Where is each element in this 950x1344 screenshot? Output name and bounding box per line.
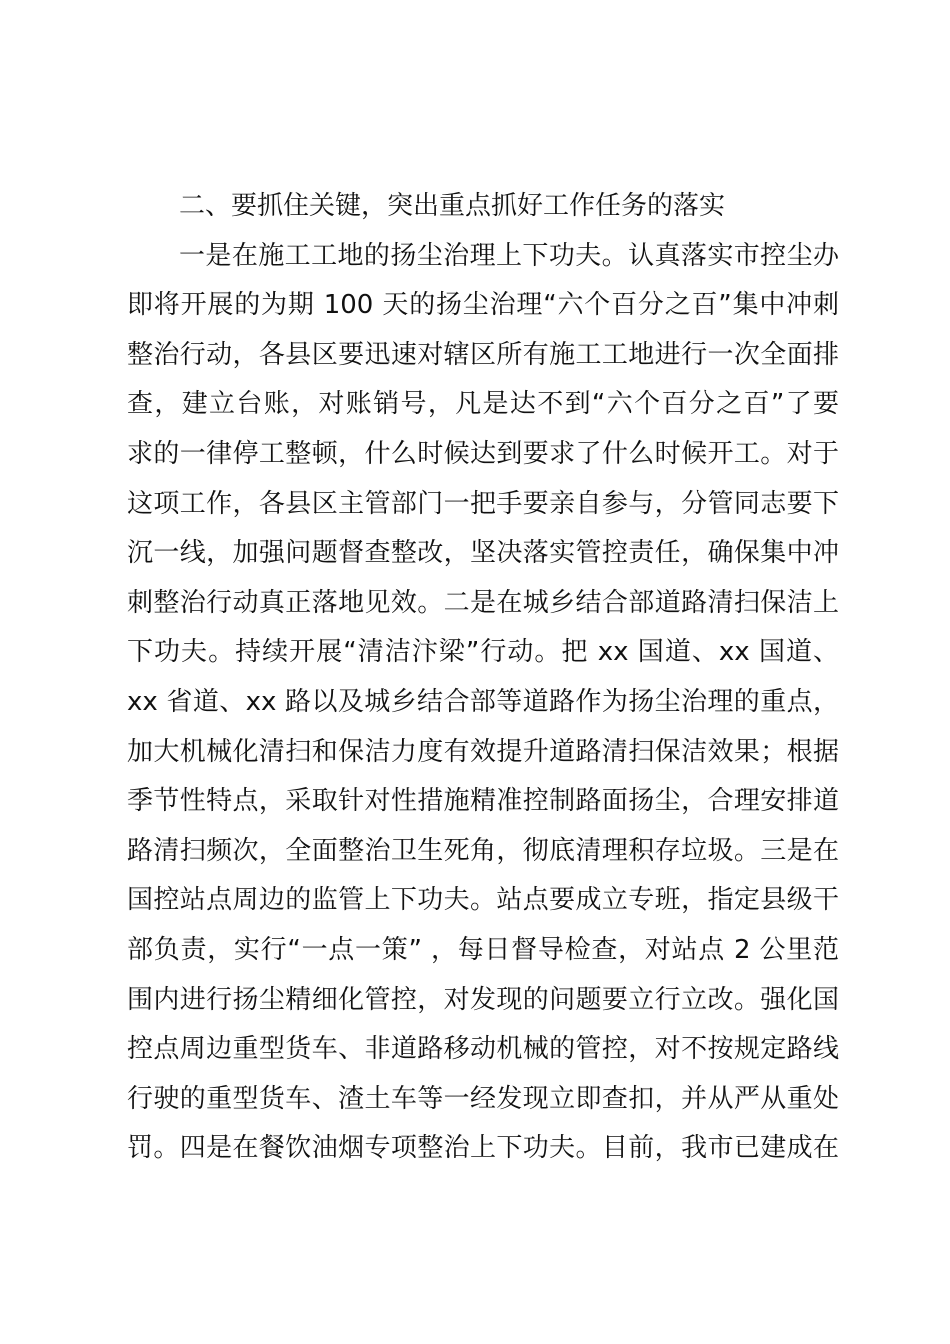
paragraph-line: 求的一律停工整顿，什么时候达到要求了什么时候开工。对于 xyxy=(127,438,839,469)
paragraph-line: 季节性特点，采取针对性措施精准控制路面扬尘，合理安排道 xyxy=(127,786,839,817)
paragraph-line: 罚。四是在餐饮油烟专项整治上下功夫。目前，我市已建成在 xyxy=(127,1133,839,1164)
paragraph-line: 国控站点周边的监管上下功夫。站点要成立专班，指定县级干 xyxy=(127,885,839,916)
paragraph-line: 刺整治行动真正落地见效。二是在城乡结合部道路清扫保洁上 xyxy=(127,587,839,618)
paragraph-line: 沉一线，加强问题督查整改，坚决落实管控责任，确保集中冲 xyxy=(127,538,839,569)
paragraph-line: 加大机械化清扫和保洁力度有效提升道路清扫保洁效果；根据 xyxy=(127,736,839,767)
paragraph-line: 围内进行扬尘精细化管控，对发现的问题要立行立改。强化国 xyxy=(127,984,839,1015)
paragraph-line: 控点周边重型货车、非道路移动机械的管控，对不按规定路线 xyxy=(127,1034,839,1065)
document-body xyxy=(127,182,839,1174)
paragraph-line: 行驶的重型货车、渣土车等一经发现立即查扣，并从严从重处 xyxy=(127,1083,839,1114)
section-heading: 二、要抓住关键，突出重点抓好工作任务的落实 xyxy=(179,191,726,221)
paragraph-line: 下功夫。持续开展“清洁汴梁”行动。把 xx 国道、xx 国道、 xyxy=(127,637,839,668)
paragraph-line: 部负责，实行“一点一策” ，每日督导检查，对站点 2 公里范 xyxy=(127,934,839,965)
paragraph-line: 即将开展的为期 100 天的扬尘治理“六个百分之百”集中冲刺 xyxy=(127,290,839,321)
paragraph-line: 路清扫频次，全面整治卫生死角，彻底清理积存垃圾。三是在 xyxy=(127,835,839,866)
paragraph-line: 整治行动，各县区要迅速对辖区所有施工工地进行一次全面排 xyxy=(127,339,839,370)
paragraph-line: xx 省道、xx 路以及城乡结合部等道路作为扬尘治理的重点， xyxy=(127,686,839,717)
paragraph-line: 查，建立台账，对账销号，凡是达不到“六个百分之百”了要 xyxy=(127,389,839,420)
paragraph-line: 这项工作，各县区主管部门一把手要亲自参与，分管同志要下 xyxy=(127,488,839,519)
paragraph-line: 一是在施工工地的扬尘治理上下功夫。认真落实市控尘办 xyxy=(179,240,839,271)
